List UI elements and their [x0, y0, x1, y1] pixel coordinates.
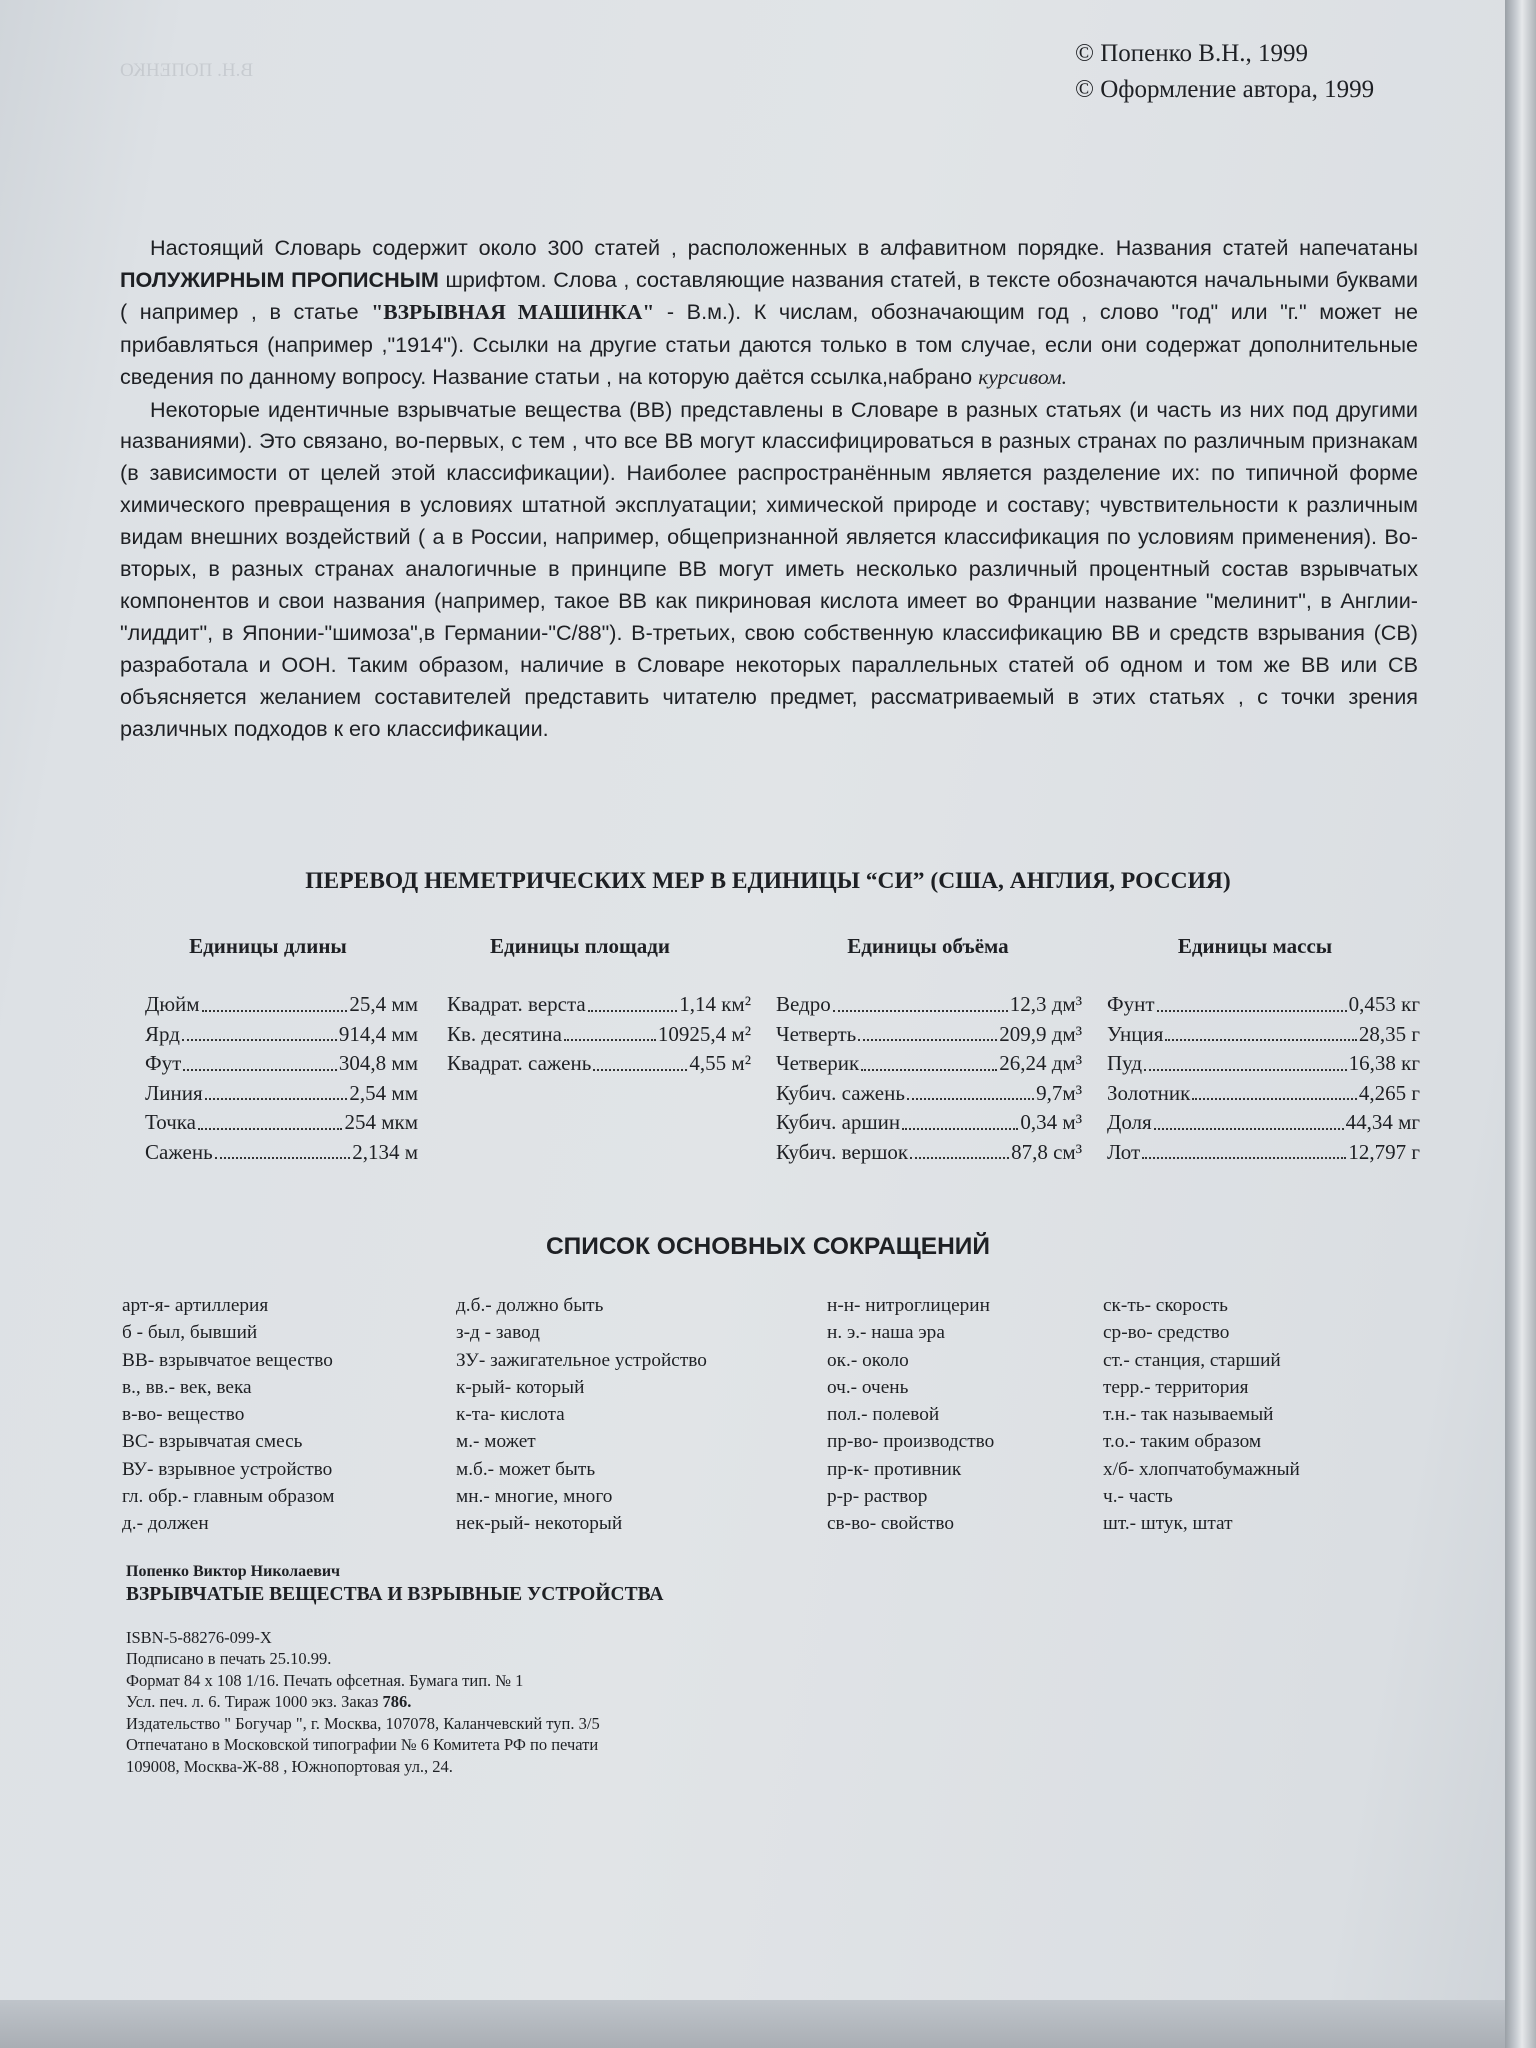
abbreviation-item: м.- может: [456, 1431, 536, 1453]
intro-paragraph-1: [120, 232, 1418, 394]
unit-name: Квадрат. верста: [447, 992, 586, 1016]
dot-leader: [1192, 1079, 1357, 1101]
intro-p1-text-a: Настоящий Словарь содержит около 300 статей , расположенных в алфавитном порядке. Названия статей напечатаны: [150, 235, 1418, 260]
unit-name: Кубич. сажень: [776, 1080, 905, 1105]
unit-value: 44,34 мг: [1345, 1110, 1420, 1134]
unit-value: 304,8 мм: [338, 1051, 418, 1075]
abbreviation-item: ВУ- взрывное устройство: [122, 1458, 333, 1480]
dot-leader: [858, 1020, 997, 1042]
unit-row: [447, 1020, 751, 1050]
unit-row: [776, 1020, 1082, 1050]
abbreviation-item: св-во- свойство: [827, 1513, 955, 1535]
length-list: [145, 990, 418, 1167]
abbreviation-item: д.- должен: [122, 1513, 209, 1535]
unit-name: Сажень: [145, 1139, 213, 1164]
imprint-block: [126, 1561, 663, 1777]
imprint-details: [126, 1627, 663, 1778]
area-list: [447, 990, 751, 1079]
show-through-header: В.Н. ПОПЕНКО: [120, 60, 254, 81]
copyright-line-2: © Оформление автора, 1999: [1075, 76, 1375, 103]
dot-leader: [205, 1079, 348, 1101]
abbreviation-item: ст.- станция, старший: [1103, 1349, 1281, 1371]
imprint-publisher: Издательство " Богучар ", г. Москва, 107078, Каланчевский туп. 3/5: [126, 1713, 600, 1733]
abbreviation-item: в-во- вещество: [122, 1404, 245, 1426]
abbreviations-column-2: [456, 1292, 707, 1538]
dot-leader: [1154, 1108, 1344, 1130]
abbreviation-item: пр-во- производство: [827, 1431, 995, 1453]
intro-p1-text-c: - В.м.). К числам, обозначающим год , слово "год" или "г." может не прибавляться (например ,"1914"). Ссылки на другие статьи даются только в том случае, если они содержат дополнительные сведения по данному вопросу. Название статьи , на которую даётся ссылка,набрано: [120, 298, 1418, 389]
unit-row: [1107, 1108, 1420, 1138]
unit-name: Кв. десятина: [447, 1021, 562, 1046]
abbreviation-item: м.б.- может быть: [456, 1458, 596, 1480]
dot-leader: [183, 1049, 337, 1071]
unit-value: 0,453 кг: [1348, 992, 1420, 1016]
unit-name: Фут: [145, 1051, 182, 1075]
abbreviation-item: терр.- территория: [1103, 1376, 1249, 1398]
unit-row: [776, 1049, 1082, 1079]
intro-p1-bold-a: ПОЛУЖИРНЫМ ПРОПИСНЫМ: [120, 266, 439, 292]
abbreviation-item: ЗУ- зажигательное устройство: [456, 1349, 707, 1371]
intro-text: [120, 232, 1418, 745]
intro-p1-text-b: шрифтом. Слова , составляющие названия статей, в тексте обозначаются начальными буквами ( например , в статье: [120, 266, 1419, 324]
abbreviation-item: оч.- очень: [827, 1376, 909, 1398]
dot-leader: [1144, 1049, 1347, 1071]
unit-value: 9,7м³: [1036, 1080, 1082, 1105]
abbreviation-item: арт-я- артиллерия: [122, 1295, 269, 1316]
unit-value: 914,4 мм: [338, 1021, 418, 1046]
abbreviation-item: т.о.- таким образом: [1103, 1431, 1262, 1453]
unit-name: Линия: [145, 1080, 203, 1105]
dot-leader: [198, 1108, 342, 1130]
dot-leader: [861, 1049, 997, 1071]
copyright-block: [1075, 36, 1374, 108]
abbreviation-item: пол.- полевой: [827, 1404, 940, 1426]
unit-value: 26,24 дм³: [999, 1051, 1082, 1075]
dot-leader: [1165, 1020, 1356, 1042]
abbreviation-item: р-р- раствор: [827, 1486, 928, 1508]
intro-p1-italic: курсивом.: [978, 364, 1068, 389]
abbreviation-item: з-д - завод: [456, 1322, 540, 1344]
abbreviation-item: гл. обр.- главным образом: [122, 1486, 335, 1508]
units-section-title: ПЕРЕВОД НЕМЕТРИЧЕСКИХ МЕР В ЕДИНИЦЫ “СИ” (США, АНГЛИЯ, РОССИЯ): [305, 868, 1231, 894]
unit-name: Лот: [1107, 1139, 1141, 1164]
volume-header: Единицы объёма: [847, 934, 1009, 958]
copyright-line-1: © Попенко В.Н., 1999: [1075, 40, 1309, 67]
abbreviation-item: б - был, бывший: [122, 1322, 258, 1344]
unit-name: Ярд: [145, 1021, 180, 1046]
abbreviations-column-4: [1103, 1292, 1300, 1538]
abbreviation-item: ВС- взрывчатая смесь: [122, 1431, 303, 1453]
unit-value: 28,35 г: [1358, 1021, 1420, 1046]
unit-name: Кубич. вершок: [776, 1139, 909, 1164]
abbreviation-item: ср-во- средство: [1103, 1322, 1230, 1344]
dot-leader: [202, 990, 348, 1012]
unit-value: 87,8 см³: [1011, 1139, 1082, 1164]
imprint-printed: Отпечатано в Московской типографии № 6 Комитета РФ по печати: [126, 1735, 599, 1754]
unit-name: Фунт: [1107, 992, 1155, 1016]
volume-list: [776, 990, 1082, 1167]
unit-value: 16,38 кг: [1348, 1051, 1420, 1075]
unit-value: 2,134 м: [352, 1139, 418, 1164]
imprint-format: Формат 84 х 108 1/16. Печать офсетная. Бумага тип. № 1: [126, 1670, 524, 1690]
abbreviation-item: ок.- около: [827, 1349, 909, 1371]
abbreviation-item: к-та- кислота: [456, 1404, 565, 1426]
unit-name: Унция: [1107, 1021, 1164, 1046]
abbreviation-item: шт.- штук, штат: [1103, 1513, 1233, 1535]
abbreviations-column-1: [122, 1292, 334, 1538]
abbreviation-item: х/б- хлопчатобумажный: [1103, 1458, 1300, 1480]
abbreviation-item: ВВ- взрывчатое вещество: [122, 1349, 333, 1371]
unit-name: Пуд: [1107, 1051, 1143, 1075]
unit-value: 4,55 м²: [689, 1051, 751, 1075]
unit-name: Ведро: [776, 992, 831, 1016]
abbreviation-item: ск-ть- скорость: [1103, 1295, 1228, 1316]
unit-value: 25,4 мм: [349, 992, 418, 1016]
unit-row: [1107, 1138, 1420, 1168]
area-header: Единицы площади: [489, 934, 670, 958]
unit-value: 1,14 км²: [679, 992, 751, 1016]
imprint-isbn: ISBN-5-88276-099-X: [126, 1627, 272, 1647]
imprint-circulation: [126, 1691, 663, 1713]
unit-name: Квадрат. сажень: [447, 1051, 592, 1075]
unit-row: [776, 1108, 1082, 1138]
dot-leader: [1142, 1138, 1346, 1160]
unit-name: Точка: [145, 1110, 196, 1134]
unit-row: [145, 990, 418, 1020]
unit-name: Четверик: [776, 1051, 860, 1075]
unit-value: 12,797 г: [1348, 1139, 1420, 1164]
abbreviation-item: в., вв.- век, века: [122, 1376, 252, 1398]
abbreviation-item: н. э.- наша эра: [827, 1322, 945, 1344]
page-bottom-strip: [0, 2000, 1505, 2048]
imprint-signed: Подписано в печать 25.10.99.: [126, 1649, 332, 1668]
imprint-circulation-text: Усл. печ. л. 6. Тираж 1000 экз. Заказ: [126, 1692, 383, 1711]
unit-value: 0,34 м³: [1020, 1110, 1082, 1134]
abbreviation-item: пр-к- противник: [827, 1458, 962, 1480]
dot-leader: [907, 1079, 1034, 1101]
dot-leader: [910, 1138, 1009, 1160]
unit-row: [1107, 1079, 1420, 1109]
unit-row: [776, 1138, 1082, 1168]
unit-row: [1107, 990, 1420, 1020]
mass-header: Единицы массы: [1177, 934, 1333, 958]
dot-leader: [564, 1020, 656, 1042]
unit-row: [145, 1108, 418, 1138]
imprint-order-number: 786.: [382, 1692, 412, 1711]
dot-leader: [182, 1020, 337, 1042]
abbreviation-item: т.н.- так называемый: [1103, 1404, 1274, 1426]
unit-value: 12,3 дм³: [1009, 992, 1082, 1016]
unit-value: 4,265 г: [1358, 1080, 1420, 1105]
dot-leader: [902, 1108, 1018, 1130]
abbreviation-item: н-н- нитроглицерин: [827, 1295, 990, 1316]
unit-name: Четверть: [776, 1021, 857, 1046]
unit-row: [776, 1079, 1082, 1109]
unit-row: [1107, 1020, 1420, 1050]
unit-name: Кубич. аршин: [776, 1110, 901, 1134]
page-edge: [1505, 0, 1536, 2048]
unit-value: 254 мкм: [344, 1110, 418, 1134]
dot-leader: [833, 990, 1008, 1012]
abbreviations-title: СПИСОК ОСНОВНЫХ СОКРАЩЕНИЙ: [545, 1233, 991, 1260]
length-header: Единицы длины: [189, 934, 347, 958]
mass-list: [1107, 990, 1420, 1167]
unit-row: [145, 1020, 418, 1050]
abbreviation-item: ч.- часть: [1103, 1486, 1173, 1508]
unit-value: 10925,4 м²: [657, 1021, 751, 1046]
abbreviations-column-3: [827, 1292, 994, 1538]
dot-leader: [1157, 990, 1347, 1012]
intro-p1-bold-b: "ВЗРЫВНАЯ МАШИНКА": [371, 299, 655, 324]
unit-row: [145, 1049, 418, 1079]
unit-value: 209,9 дм³: [999, 1021, 1082, 1046]
dot-leader: [215, 1138, 351, 1160]
unit-row: [447, 990, 751, 1020]
abbreviation-item: мн.- многие, много: [456, 1486, 613, 1508]
unit-name: Золотник: [1107, 1080, 1191, 1105]
imprint-book-title: ВЗРЫВЧАТЫЕ ВЕЩЕСТВА И ВЗРЫВНЫЕ УСТРОЙСТВА: [126, 1583, 664, 1605]
intro-paragraph-2: Некоторые идентичные взрывчатые вещества (ВВ) представлены в Словаре в разных статьях (и часть из них под другими названиями). Это связано, во-первых, с тем , что все ВВ могут классифицироваться в разных странах по различным признакам (в зависимости от целей этой классификации). Наиболее распространённым является разделение их: по типичной форме химического превращения в условиях штатной эксплуатации; химической природе и составу; чувствительности к различным видам внешних воздействий ( а в России, например, общепризнанной является классификация по условиям применения). Во-вторых, в разных странах аналогичные в принципе ВВ могут иметь несколько различный процентный состав взрывчатых компонентов и свои названия (например, такое ВВ как пикриновая кислота имеет во Франции название "мелинит", в Англии-"лиддит", в Японии-"шимоза",в Германии-"С/88"). В-третьих, свою собственную классификацию ВВ и средств взрывания (СВ) разработала и ООН. Таким образом, наличие в Словаре некоторых параллельных статей об одном и том же ВВ или СВ объясняется желанием составителей представить читателю предмет, рассматриваемый в этих статьях , с точки зрения различных подходов к его классификации.: [120, 396, 1418, 741]
abbreviation-item: д.б.- должно быть: [456, 1295, 604, 1316]
dot-leader: [593, 1049, 687, 1071]
unit-name: Дюйм: [145, 992, 200, 1016]
unit-row: [145, 1138, 418, 1168]
imprint-address: 109008, Москва-Ж-88 , Южнопортовая ул., 24.: [126, 1756, 453, 1776]
unit-row: [447, 1049, 751, 1079]
unit-row: [1107, 1049, 1420, 1079]
dot-leader: [588, 990, 677, 1012]
unit-row: [776, 990, 1082, 1020]
unit-name: Доля: [1107, 1110, 1152, 1134]
unit-value: 2,54 мм: [349, 1080, 418, 1105]
imprint-author: Попенко Виктор Николаевич: [126, 1563, 341, 1580]
abbreviation-item: к-рый- который: [456, 1376, 585, 1398]
abbreviation-item: нек-рый- некоторый: [456, 1513, 623, 1535]
unit-row: [145, 1079, 418, 1109]
